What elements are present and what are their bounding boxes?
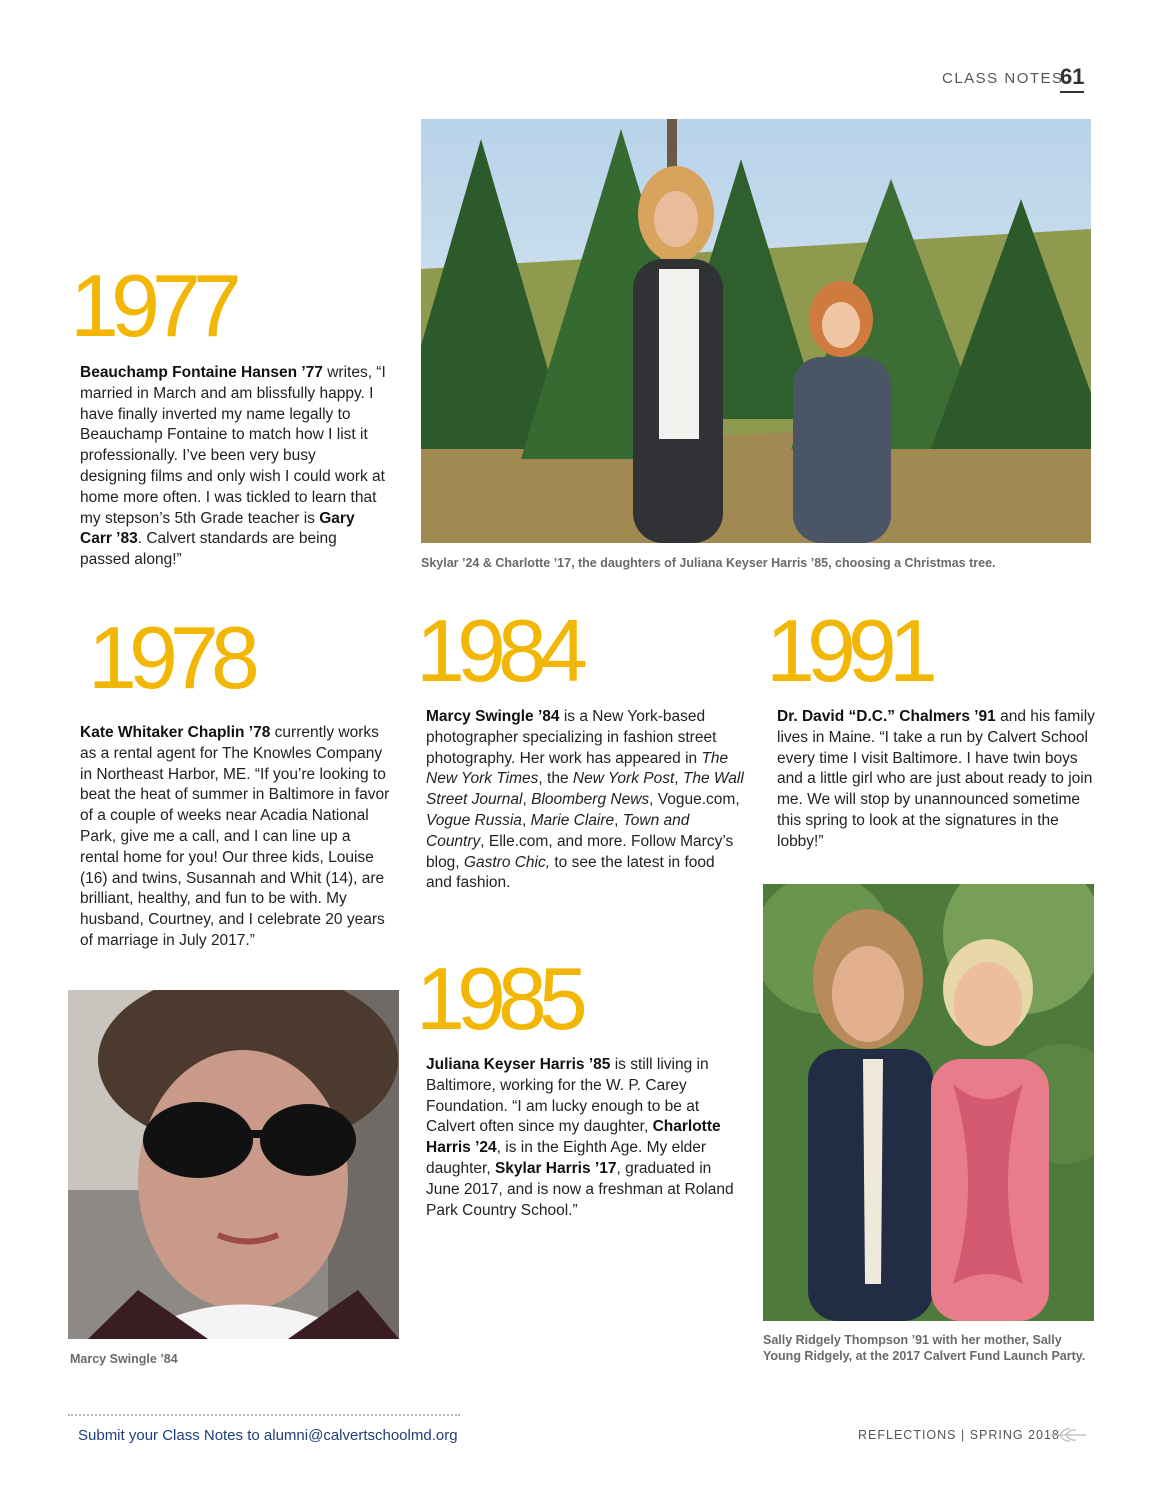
note-text: , Elle.com, and more. Follow Marcy’s blog, [426, 832, 734, 871]
publication-footer: REFLECTIONS | SPRING 2018 [858, 1428, 1060, 1442]
note-text: , [521, 811, 531, 829]
note-text: , graduated in June 2017, and is now a freshman at Roland Park Country School.” [426, 1159, 734, 1219]
publication-name: The Wall Street Journal [426, 770, 744, 809]
alumni-name: Beauchamp Fontaine Hansen ’77 [80, 364, 323, 381]
leaf-ornament-icon [1048, 1426, 1088, 1449]
sally-ridgely-photo [763, 884, 1094, 1321]
note-text: writes, “I married in March and am blissfully happy. I have finally inverted my name legally to Beauchamp Fontaine to match how I list it professionally. I’ve been very busy designing films and only wish I could work at home more often. I was tickled to learn that my stepson’s 5th Grade teacher is [80, 364, 386, 527]
sally-photo-caption: Sally Ridgely Thompson ’91 with her mother, Sally Young Ridgely, at the 2017 Calvert Fund Launch Party. [763, 1333, 1086, 1363]
note-1984 [426, 707, 744, 894]
marcy-swingle-photo [68, 990, 399, 1339]
note-text: . Calvert standards are being passed along!” [80, 530, 337, 569]
page-number: 61 [1060, 64, 1084, 93]
alumni-name: Marcy Swingle ’84 [426, 708, 560, 725]
publication-name: The New York Times [426, 749, 729, 788]
publication-name: New York Post [572, 770, 675, 788]
submit-notes-text: Submit your Class Notes to alumni@calvertschoolmd.org [78, 1427, 458, 1444]
note-text: , [614, 811, 623, 829]
year-1985-heading: 1985 [416, 949, 580, 1048]
note-text: to see the latest in food and fashion. [426, 853, 715, 892]
alumni-name: Gary Carr ’83 [80, 509, 355, 548]
note-text: , [522, 791, 532, 809]
publication-name: Town and Country [426, 811, 690, 850]
blog-name: Gastro Chic, [463, 853, 551, 871]
publication-name: Vogue Russia [426, 811, 522, 829]
year-1977-heading: 1977 [70, 256, 234, 355]
note-text: , [674, 770, 683, 788]
note-1985 [426, 1055, 738, 1221]
publication-name: Marie Claire [530, 811, 615, 829]
note-1977 [80, 363, 386, 571]
note-text: currently works as a rental agent for The Knowles Company in Northeast Harbor, ME. “If you’re looking to beat the heat of summer in Baltimore in favor of a couple of weeks near Acadia National Park, give me a call, and I can line up a rental home for you! Our three kids, Louise (16) and twins, Susannah and Whit (14), are brilliant, healthy, and fun to be with. My husband, Courtney, and I celebrate 20 years of marriage in July 2017.” [80, 724, 390, 949]
note-text: and his family lives in Maine. “I take a run by Calvert School every time I visit Baltimore. I have twin boys and a little girl who are just about ready to join me. We will stop by unannounced sometime this spring to look at the signatures in the lobby!” [777, 708, 1095, 850]
footer-divider [68, 1414, 460, 1416]
alumni-name: Charlotte Harris ’24 [426, 1118, 721, 1157]
note-1978 [80, 723, 392, 952]
publication-name: Bloomberg News [531, 791, 650, 809]
tree-photo-caption: Skylar ’24 & Charlotte ’17, the daughters of Juliana Keyser Harris ’85, choosing a Christmas tree. [421, 556, 996, 570]
christmas-tree-photo [421, 119, 1091, 543]
note-text: , the [538, 770, 573, 788]
note-text: is a New York-based photographer specializing in fashion street photography. Her work has appeared in [426, 708, 717, 767]
note-1991 [777, 707, 1095, 853]
note-text: is still living in Baltimore, working for the W. P. Carey Foundation. “I am lucky enough to be at Calvert often since my daughter, [426, 1056, 709, 1136]
note-text: , Vogue.com, [649, 791, 740, 809]
section-title: CLASS NOTES [942, 70, 1064, 87]
alumni-name: Juliana Keyser Harris ’85 [426, 1056, 611, 1073]
alumni-name: Skylar Harris ’17 [494, 1159, 617, 1177]
marcy-photo-caption: Marcy Swingle ’84 [70, 1352, 178, 1366]
year-1984-heading: 1984 [416, 601, 580, 700]
alumni-name: Dr. David “D.C.” Chalmers ’91 [777, 708, 996, 725]
year-1978-heading: 1978 [88, 608, 252, 707]
year-1991-heading: 1991 [766, 601, 930, 700]
note-text: , is in the Eighth Age. My elder daughter, [426, 1139, 707, 1177]
alumni-name: Kate Whitaker Chaplin ’78 [80, 724, 271, 741]
